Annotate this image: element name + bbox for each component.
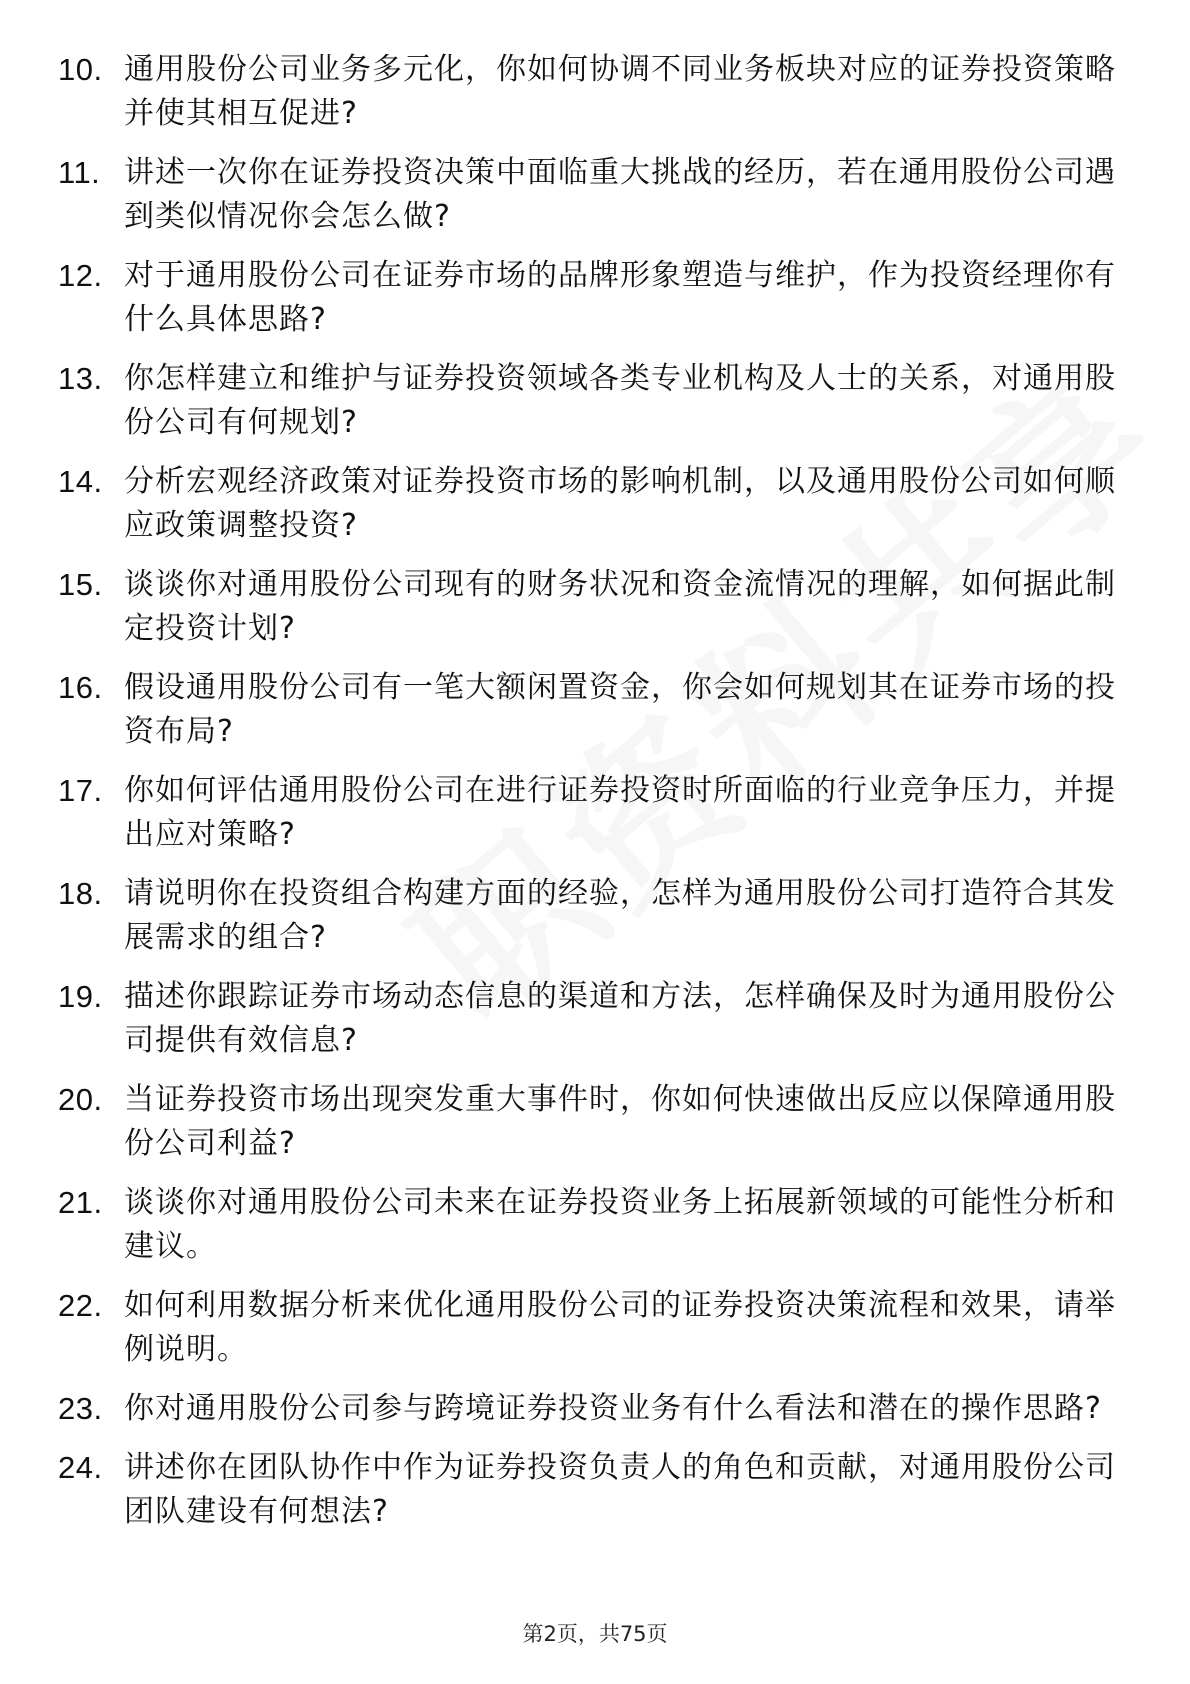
question-item <box>58 666 1118 754</box>
question-text: 你如何评估通用股份公司在进行证券投资时所面临的行业竞争压力，并提出应对策略? <box>124 773 1116 852</box>
question-number: 24. <box>58 1450 103 1485</box>
question-item <box>58 872 1118 960</box>
question-item <box>58 1446 1118 1534</box>
question-number: 23. <box>58 1391 103 1426</box>
question-item <box>58 1181 1118 1269</box>
question-text: 描述你跟踪证券市场动态信息的渠道和方法，怎样确保及时为通用股份公司提供有效信息? <box>124 979 1116 1058</box>
question-item <box>58 975 1118 1063</box>
question-text: 讲述你在团队协作中作为证券投资负责人的角色和贡献，对通用股份公司团队建设有何想法? <box>124 1450 1116 1529</box>
question-number: 18. <box>58 876 103 911</box>
question-item <box>58 460 1118 548</box>
question-text: 谈谈你对通用股份公司未来在证券投资业务上拓展新领域的可能性分析和建议。 <box>124 1185 1116 1264</box>
question-number: 19. <box>58 979 103 1014</box>
question-number: 14. <box>58 464 103 499</box>
question-number: 13. <box>58 361 103 396</box>
question-item <box>58 151 1118 239</box>
question-text: 当证券投资市场出现突发重大事件时，你如何快速做出反应以保障通用股份公司利益? <box>124 1082 1116 1161</box>
question-item <box>58 357 1118 445</box>
page-footer <box>0 1618 1190 1648</box>
question-item <box>58 1387 1118 1431</box>
question-number: 11. <box>58 155 101 190</box>
question-item <box>58 563 1118 651</box>
question-number: 17. <box>58 773 103 808</box>
question-text: 通用股份公司业务多元化，你如何协调不同业务板块对应的证券投资策略并使其相互促进? <box>124 52 1116 131</box>
question-number: 10. <box>58 52 103 87</box>
question-item <box>58 254 1118 342</box>
question-text: 你怎样建立和维护与证券投资领域各类专业机构及人士的关系，对通用股份公司有何规划? <box>124 361 1116 440</box>
question-number: 15. <box>58 567 103 602</box>
page-number-label: 第2页，共75页 <box>522 1622 668 1646</box>
question-number: 16. <box>58 670 103 705</box>
question-text: 请说明你在投资组合构建方面的经验，怎样为通用股份公司打造符合其发展需求的组合? <box>124 876 1116 955</box>
question-text: 谈谈你对通用股份公司现有的财务状况和资金流情况的理解，如何据此制定投资计划? <box>124 567 1116 646</box>
question-number: 12. <box>58 258 103 293</box>
question-text: 你对通用股份公司参与跨境证券投资业务有什么看法和潜在的操作思路? <box>124 1391 1102 1426</box>
question-item <box>58 48 1118 136</box>
question-text: 对于通用股份公司在证券市场的品牌形象塑造与维护，作为投资经理你有什么具体思路? <box>124 258 1116 337</box>
question-number: 20. <box>58 1082 103 1117</box>
question-item <box>58 1284 1118 1372</box>
question-text: 如何利用数据分析来优化通用股份公司的证券投资决策流程和效果，请举例说明。 <box>124 1288 1116 1367</box>
question-item <box>58 1078 1118 1166</box>
question-list <box>58 48 1118 1549</box>
question-number: 21. <box>58 1185 103 1220</box>
question-text: 分析宏观经济政策对证券投资市场的影响机制，以及通用股份公司如何顺应政策调整投资? <box>124 464 1116 543</box>
question-text: 讲述一次你在证券投资决策中面临重大挑战的经历，若在通用股份公司遇到类似情况你会怎么做? <box>124 155 1116 234</box>
question-text: 假设通用股份公司有一笔大额闲置资金，你会如何规划其在证券市场的投资布局? <box>124 670 1116 749</box>
question-number: 22. <box>58 1288 103 1323</box>
question-item <box>58 769 1118 857</box>
